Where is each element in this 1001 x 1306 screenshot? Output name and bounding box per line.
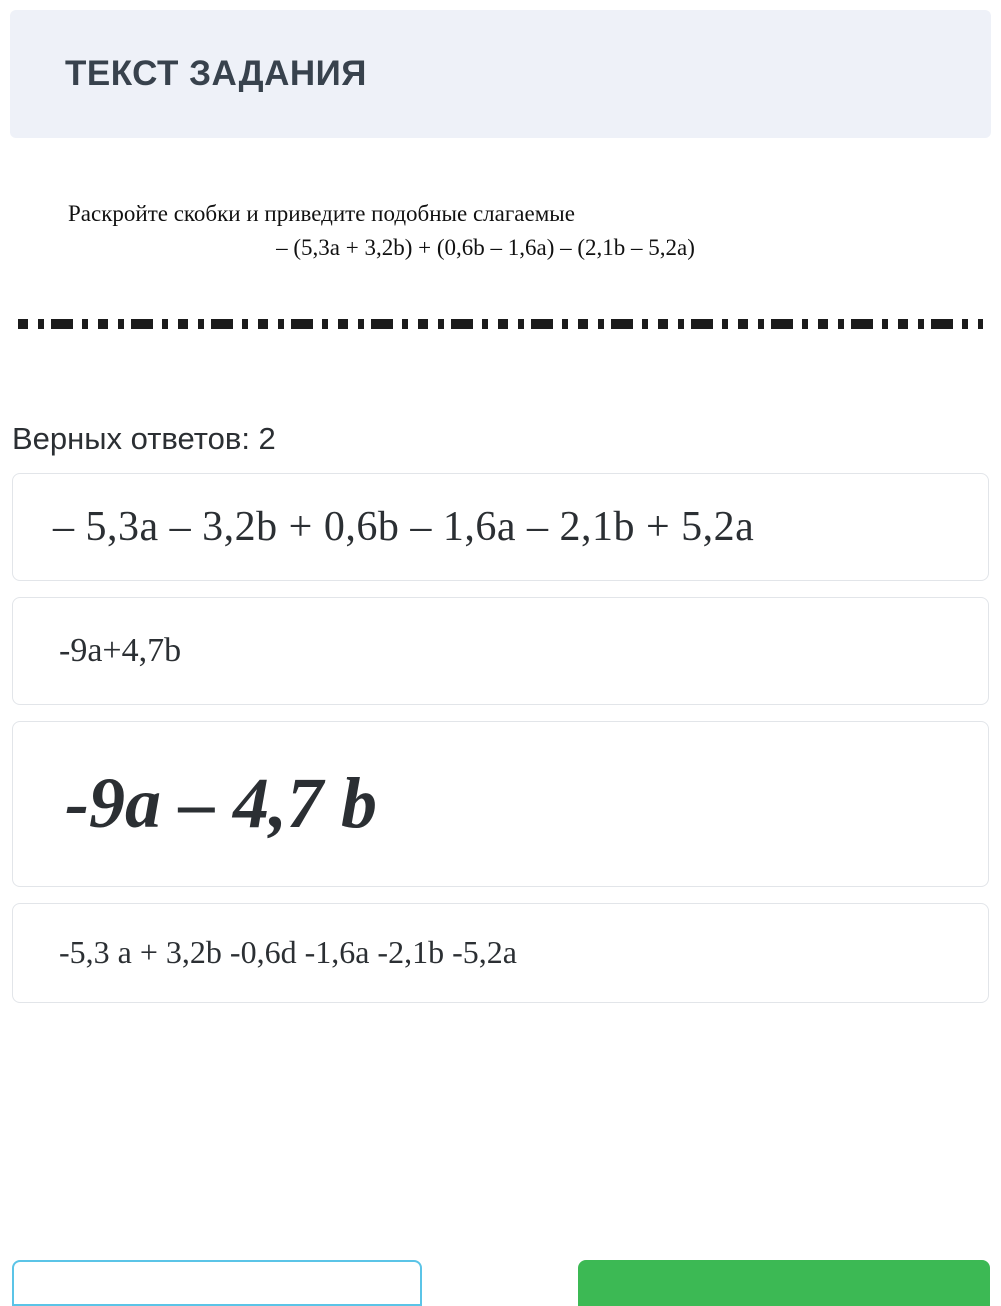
page-title: ТЕКСТ ЗАДАНИЯ — [65, 54, 367, 93]
back-button[interactable] — [12, 1260, 422, 1306]
correct-answers-count: Верных ответов: 2 — [12, 420, 276, 456]
answer-option[interactable] — [12, 597, 989, 705]
answer-option-label: – 5,3a – 3,2b + 0,6b – 1,6a – 2,1b + 5,2a — [53, 503, 755, 550]
answer-option-label: -9a+4,7b — [59, 631, 182, 669]
answer-option-label: -5,3 a + 3,2b -0,6d -1,6a -2,1b -5,2a — [59, 934, 517, 971]
dashed-divider — [18, 319, 983, 329]
bottom-action-bar — [0, 1246, 1001, 1306]
answer-option[interactable] — [12, 473, 989, 581]
answer-options-list — [0, 473, 1001, 1003]
task-expression: – (5,3a + 3,2b) + (0,6b – 1,6a) – (2,1b – 5,2a) — [276, 234, 695, 260]
answer-option[interactable] — [12, 721, 989, 887]
next-button[interactable] — [578, 1260, 990, 1306]
answer-option-label: -9a – 4,7 b — [65, 763, 377, 844]
task-text — [0, 200, 1001, 261]
task-header-banner — [10, 10, 991, 138]
task-instruction: Раскройте скобки и приведите подобные слагаемые — [68, 201, 575, 226]
answer-option[interactable] — [12, 903, 989, 1003]
